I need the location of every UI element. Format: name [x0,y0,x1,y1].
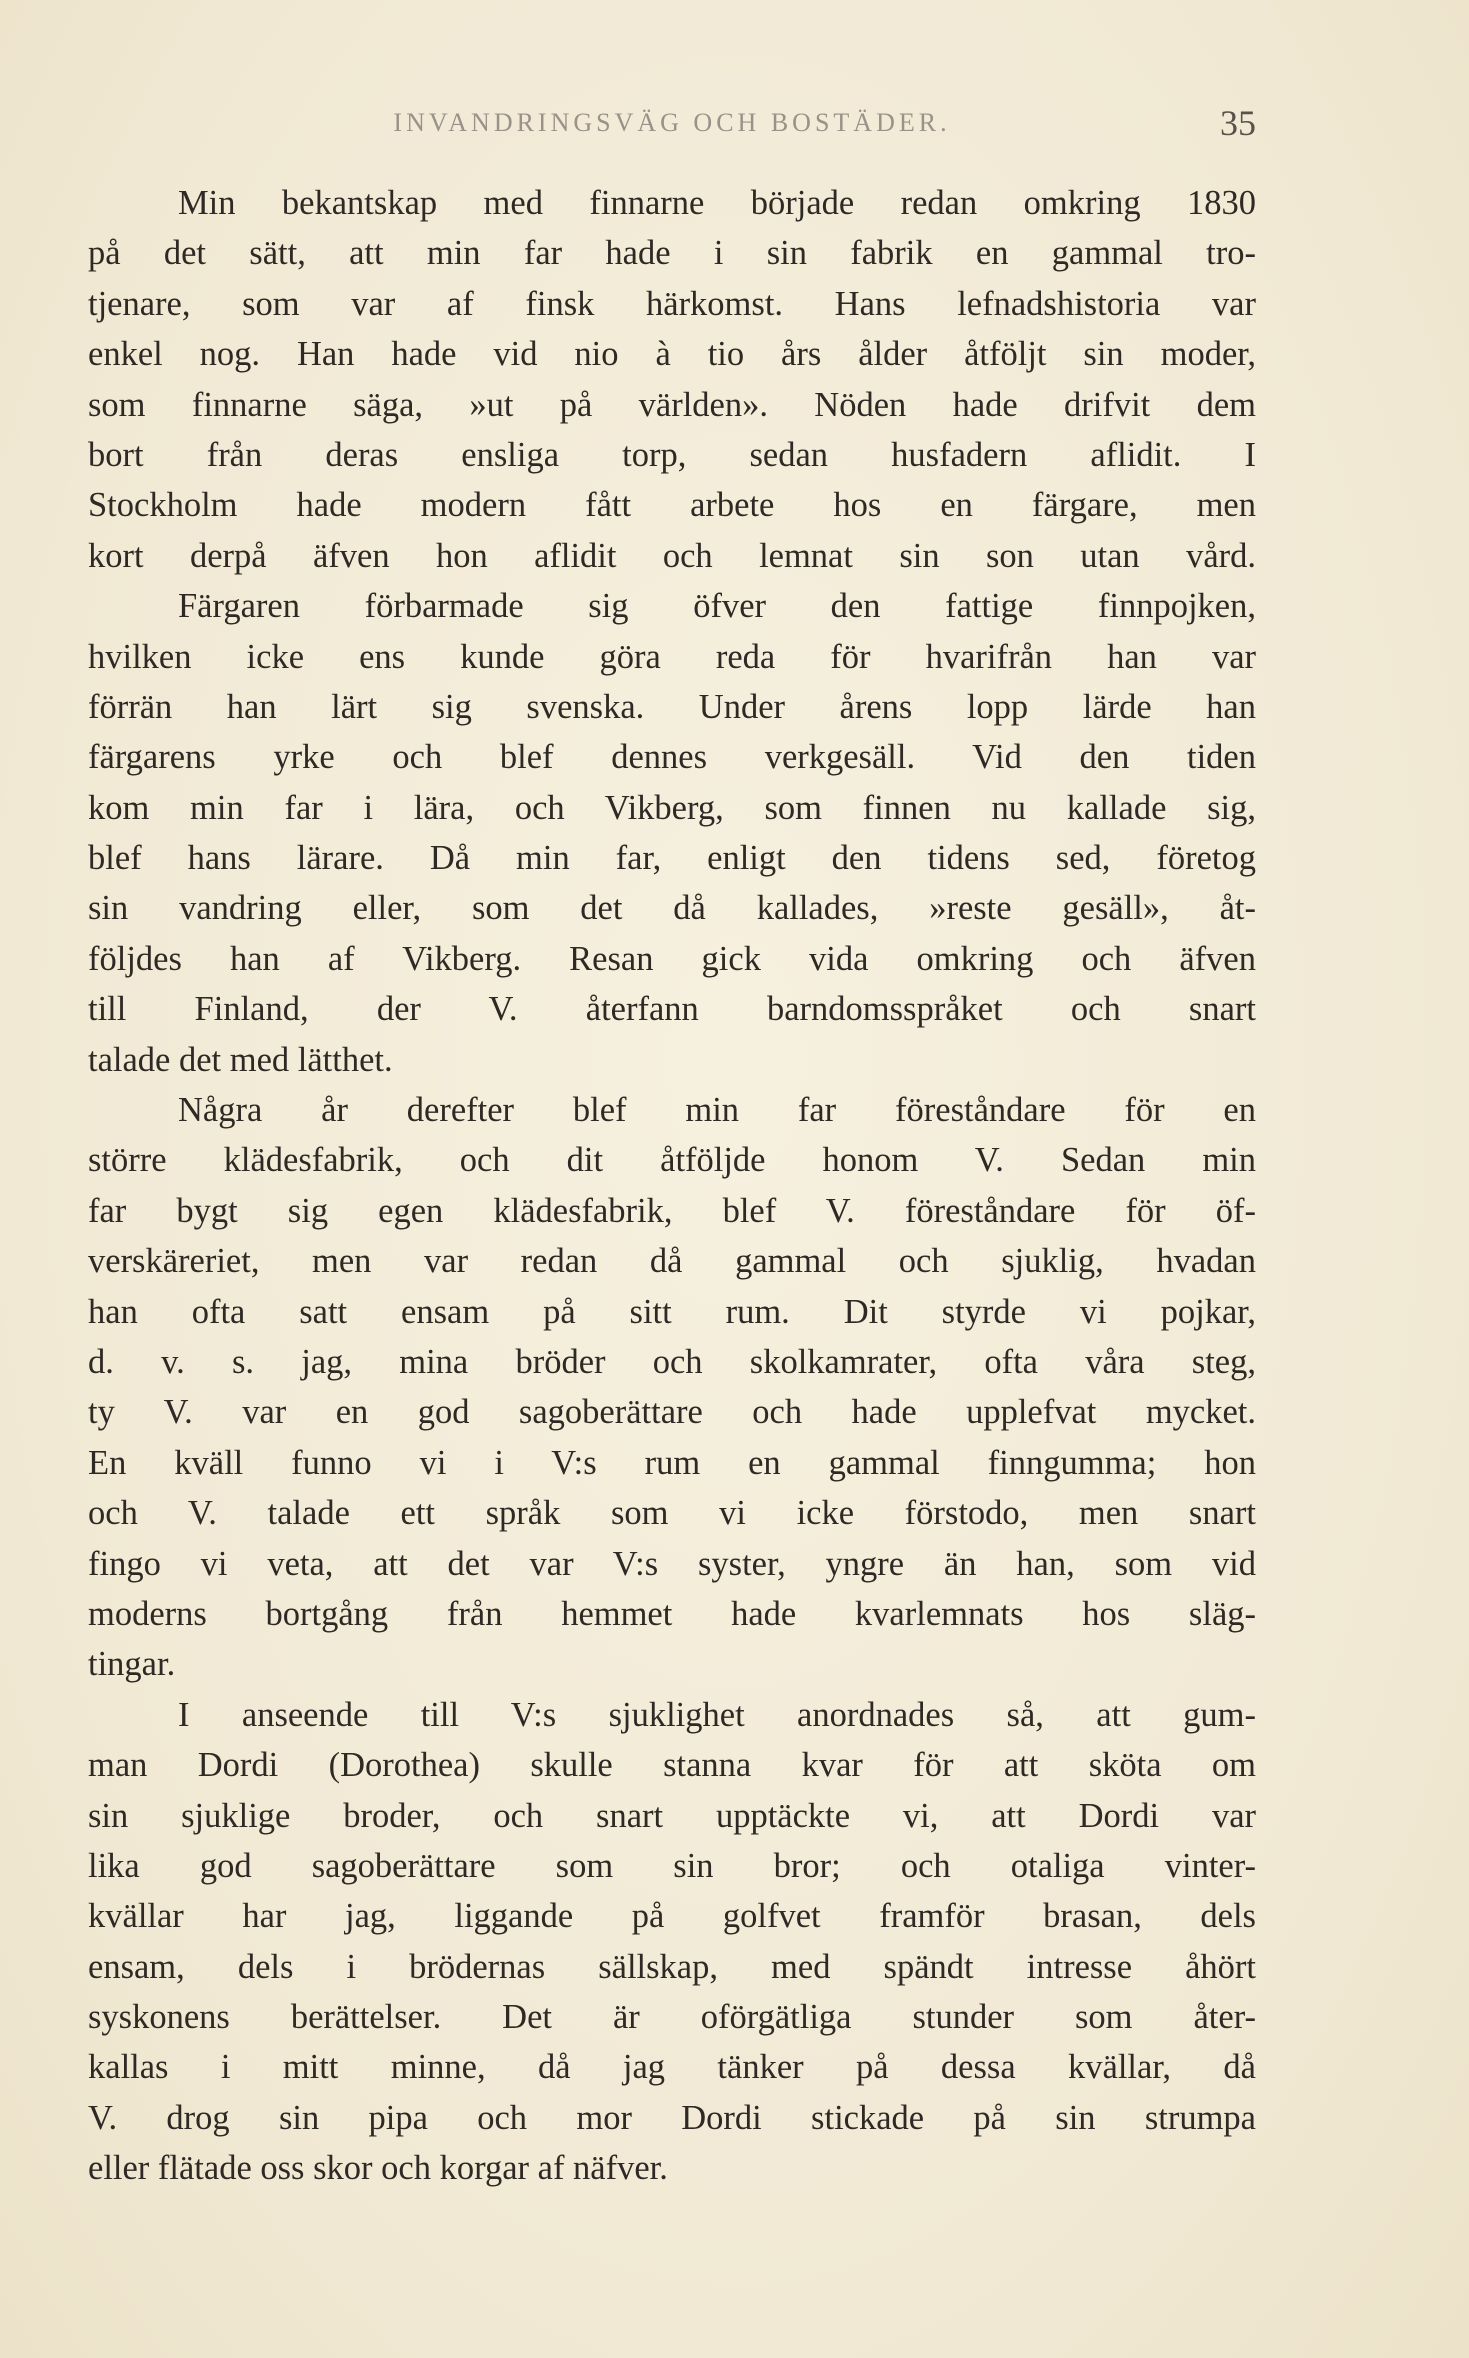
text-line: han ofta satt ensam på sitt rum. Dit styrde vi pojkar, [88,1292,1256,1331]
text-line: följdes han af Vikberg. Resan gick vida omkring och äfven [88,939,1256,978]
text-line: kort derpå äfven hon aflidit och lemnat sin son utan vård. [88,536,1256,575]
text-line: V. drog sin pipa och mor Dordi stickade på sin strumpa [88,2098,1256,2137]
text-line: verskäreriet, men var redan då gammal och sjuklig, hvadan [88,1242,1256,1281]
text-line: på det sätt, att min far hade i sin fabrik en gammal tro- [88,234,1256,273]
text-line: I anseende till V:s sjuklighet anordnades så, att gum- [178,1695,1256,1734]
text-line: till Finland, der V. återfann barndomsspråket och snart [88,990,1256,1029]
text-line: lika god sagoberättare som sin bror; och otaliga vinter- [88,1846,1256,1885]
page-number: 35 [1220,103,1256,143]
text-line: kallas i mitt minne, då jag tänker på dessa kvällar, då [88,2048,1256,2087]
text-line: En kväll funno vi i V:s rum en gammal finngumma; hon [88,1443,1256,1482]
text-line: Stockholm hade modern fått arbete hos en färgare, men [88,486,1256,525]
text-line: och V. talade ett språk som vi icke förstodo, men snart [88,1494,1256,1533]
text-line: som finnarne säga, »ut på världen». Nöden hade drifvit dem [88,385,1256,424]
running-head [88,102,1256,154]
text-line: enkel nog. Han hade vid nio à tio års ålder åtföljt sin moder, [88,335,1256,374]
text-line: man Dordi (Dorothea) skulle stanna kvar för att sköta om [88,1746,1256,1785]
text-line: far bygt sig egen klädesfabrik, blef V. föreståndare för öf- [88,1191,1256,1230]
text-line: ensam, dels i brödernas sällskap, med spändt intresse åhört [88,1947,1256,1986]
text-line: eller flätade oss skor och korgar af näfver. [88,2149,668,2188]
text-line: tjenare, som var af finsk härkomst. Hans lefnadshistoria var [88,284,1256,323]
text-line: sin sjuklige broder, och snart upptäckte vi, att Dordi var [88,1796,1256,1835]
text-line: moderns bortgång från hemmet hade kvarlemnats hos släg- [88,1594,1256,1633]
text-line: ty V. var en god sagoberättare och hade upplefvat mycket. [88,1393,1256,1432]
text-line: Min bekantskap med finnarne började redan omkring 1830 [178,184,1256,222]
text-line: större klädesfabrik, och dit åtföljde honom V. Sedan min [88,1141,1256,1180]
text-line: Några år derefter blef min far föreståndare för en [178,1091,1256,1130]
text-line: syskonens berättelser. Det är oförgätliga stunder som åter- [88,1998,1256,2037]
text-line: bort från deras ensliga torp, sedan husfadern aflidit. I [88,435,1256,474]
text-line: fingo vi veta, att det var V:s syster, yngre än han, som vid [88,1544,1256,1583]
text-line: förrän han lärt sig svenska. Under årens lopp lärde han [88,687,1256,726]
text-line: sin vandring eller, som det då kallades, »reste gesäll», åt- [88,889,1256,928]
text-line: hvilken icke ens kunde göra reda för hvarifrån han var [88,637,1256,676]
text-line: Färgaren förbarmade sig öfver den fattige finnpojken, [178,587,1256,626]
text-line: d. v. s. jag, mina bröder och skolkamrater, ofta våra steg, [88,1342,1256,1381]
text-line: färgarens yrke och blef dennes verkgesäll. Vid den tiden [88,738,1256,777]
text-line: kvällar har jag, liggande på golfvet framför brasan, dels [88,1897,1256,1936]
text-line: talade det med lätthet. [88,1040,393,1079]
text-line: tingar. [88,1645,176,1684]
running-title: INVANDRINGSVÄG OCH BOSTÄDER. [393,108,951,137]
text-line: blef hans lärare. Då min far, enligt den tidens sed, företog [88,839,1256,878]
body-text [88,178,1256,2194]
text-line: kom min far i lära, och Vikberg, som finnen nu kallade sig, [88,788,1256,827]
